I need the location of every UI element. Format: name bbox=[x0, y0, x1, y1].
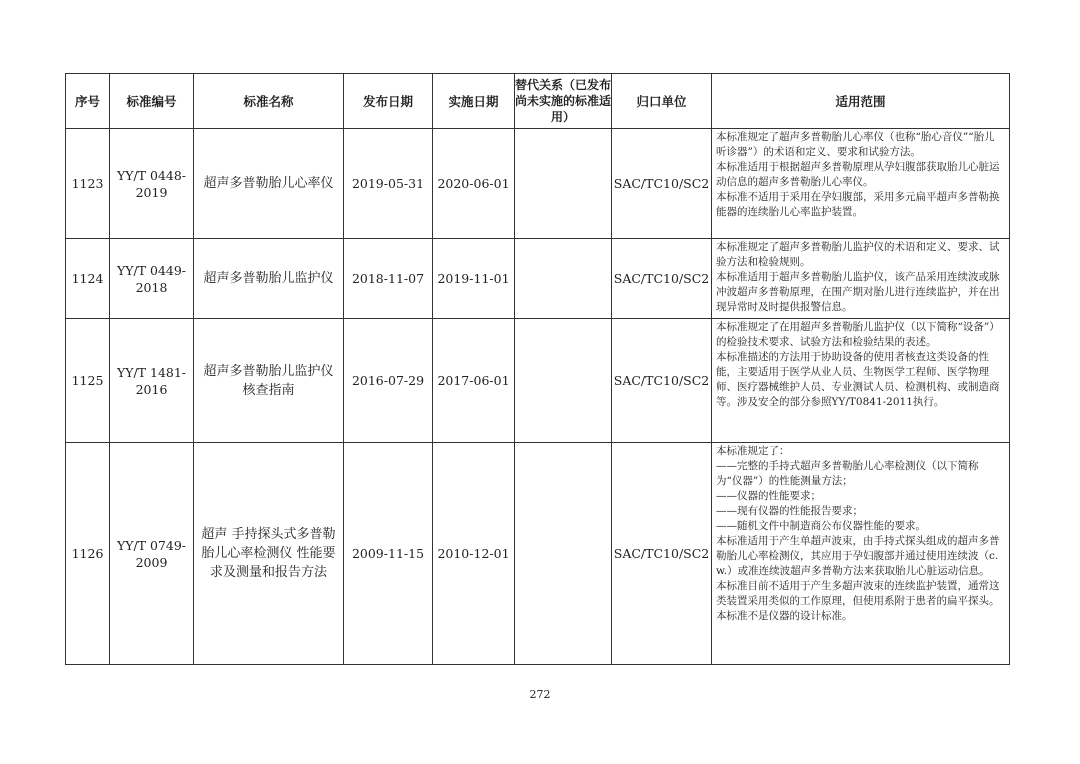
cell-responsible-unit: SAC/TC10/SC2 bbox=[612, 129, 712, 239]
scope-paragraph: 本标准规定了： bbox=[716, 445, 790, 457]
scope-paragraph: ——仪器的性能要求； bbox=[716, 490, 821, 502]
scope-paragraph: 本标准规定了超声多普勒胎儿监护仪的术语和定义、要求、试验方法和检验规则。 bbox=[716, 241, 1000, 268]
scope-paragraph: ——完整的手持式超声多普勒胎儿心率检测仪（以下简称为“仪器”）的性能测量方法； bbox=[716, 460, 979, 487]
scope-paragraph: 本标准规定了在用超声多普勒胎儿监护仪（以下简称“设备”）的检验技术要求、试验方法和检验结果的表述。 bbox=[716, 321, 1000, 348]
table-row bbox=[66, 239, 1010, 319]
table-header-row bbox=[66, 74, 1010, 129]
header-scope: 适用范围 bbox=[712, 74, 1010, 129]
cell-implement-date: 2019-11-01 bbox=[433, 239, 515, 319]
cell-publish-date: 2018-11-07 bbox=[344, 239, 433, 319]
cell-standard-code: YY/T 1481-2016 bbox=[110, 319, 194, 443]
scope-paragraph: 本标准不是仪器的设计标准。 bbox=[716, 610, 853, 622]
cell-scope bbox=[712, 443, 1010, 665]
header-standard-name: 标准名称 bbox=[194, 74, 344, 129]
standards-table bbox=[65, 73, 1010, 665]
cell-scope bbox=[712, 239, 1010, 319]
cell-standard-code: YY/T 0449-2018 bbox=[110, 239, 194, 319]
scope-paragraph: 本标准适用于产生单超声波束，由手持式探头组成的超声多普勒胎儿心率检测仪，其应用于孕妇腹部并通过使用连续波（c.w.）或准连续波超声多普勒方法来获取胎儿心脏运动信息。 bbox=[716, 535, 1000, 577]
cell-implement-date: 2020-06-01 bbox=[433, 129, 515, 239]
cell-replacement bbox=[515, 239, 612, 319]
cell-serial: 1124 bbox=[66, 239, 110, 319]
scope-paragraph: 本标准适用于超声多普勒胎儿监护仪，该产品采用连续波或脉冲波超声多普勒原理，在围产期对胎儿进行连续监护，并在出现异常时及时提供报警信息。 bbox=[716, 271, 1000, 313]
cell-responsible-unit: SAC/TC10/SC2 bbox=[612, 319, 712, 443]
table-row bbox=[66, 319, 1010, 443]
cell-standard-code: YY/T 0749-2009 bbox=[110, 443, 194, 665]
cell-publish-date: 2016-07-29 bbox=[344, 319, 433, 443]
scope-paragraph: 本标准目前不适用于产生多超声波束的连续监护装置，通常这类装置采用类似的工作原理，但使用系附于患者的扁平探头。 bbox=[716, 580, 1000, 607]
cell-standard-name: 超声 手持探头式多普勒胎儿心率检测仪 性能要求及测量和报告方法 bbox=[194, 443, 344, 665]
cell-publish-date: 2019-05-31 bbox=[344, 129, 433, 239]
cell-implement-date: 2010-12-01 bbox=[433, 443, 515, 665]
cell-replacement bbox=[515, 129, 612, 239]
cell-standard-code: YY/T 0448-2019 bbox=[110, 129, 194, 239]
header-responsible-unit: 归口单位 bbox=[612, 74, 712, 129]
cell-standard-name: 超声多普勒胎儿监护仪 bbox=[194, 239, 344, 319]
cell-scope bbox=[712, 129, 1010, 239]
scope-paragraph: 本标准规定了超声多普勒胎儿心率仪（也称“胎心音仪”“胎儿听诊器”）的术语和定义、要求和试验方法。 bbox=[716, 131, 995, 158]
cell-scope bbox=[712, 319, 1010, 443]
cell-publish-date: 2009-11-15 bbox=[344, 443, 433, 665]
cell-replacement bbox=[515, 443, 612, 665]
cell-standard-name: 超声多普勒胎儿监护仪核查指南 bbox=[194, 319, 344, 443]
cell-responsible-unit: SAC/TC10/SC2 bbox=[612, 239, 712, 319]
cell-serial: 1126 bbox=[66, 443, 110, 665]
cell-replacement bbox=[515, 319, 612, 443]
scope-paragraph: 本标准适用于根据超声多普勒原理从孕妇腹部获取胎儿心脏运动信息的超声多普勒胎儿心率仪。 bbox=[716, 161, 1000, 188]
page-number: 272 bbox=[529, 688, 551, 701]
scope-paragraph: ——现有仪器的性能报告要求； bbox=[716, 505, 863, 517]
header-standard-code: 标准编号 bbox=[110, 74, 194, 129]
table-row bbox=[66, 443, 1010, 665]
header-replacement: 替代关系（已发布尚未实施的标准适用） bbox=[515, 74, 612, 129]
header-serial: 序号 bbox=[66, 74, 110, 129]
scope-paragraph: 本标准描述的方法用于协助设备的使用者核查这类设备的性能，主要适用于医学从业人员、生物医学工程师、医学物理师、医疗器械维护人员、专业测试人员、检测机构、或制造商等。涉及安全的部分参照YY/T0841-2011执行。 bbox=[716, 351, 1000, 408]
cell-responsible-unit: SAC/TC10/SC2 bbox=[612, 443, 712, 665]
scope-paragraph: ——随机文件中制造商公布仪器性能的要求。 bbox=[716, 520, 926, 532]
header-implement-date: 实施日期 bbox=[433, 74, 515, 129]
scope-paragraph: 本标准不适用于采用在孕妇腹部，采用多元扁平超声多普勒换能器的连续胎儿心率监护装置。 bbox=[716, 191, 1000, 218]
cell-serial: 1123 bbox=[66, 129, 110, 239]
cell-implement-date: 2017-06-01 bbox=[433, 319, 515, 443]
cell-standard-name: 超声多普勒胎儿心率仪 bbox=[194, 129, 344, 239]
header-publish-date: 发布日期 bbox=[344, 74, 433, 129]
cell-serial: 1125 bbox=[66, 319, 110, 443]
table-row bbox=[66, 129, 1010, 239]
